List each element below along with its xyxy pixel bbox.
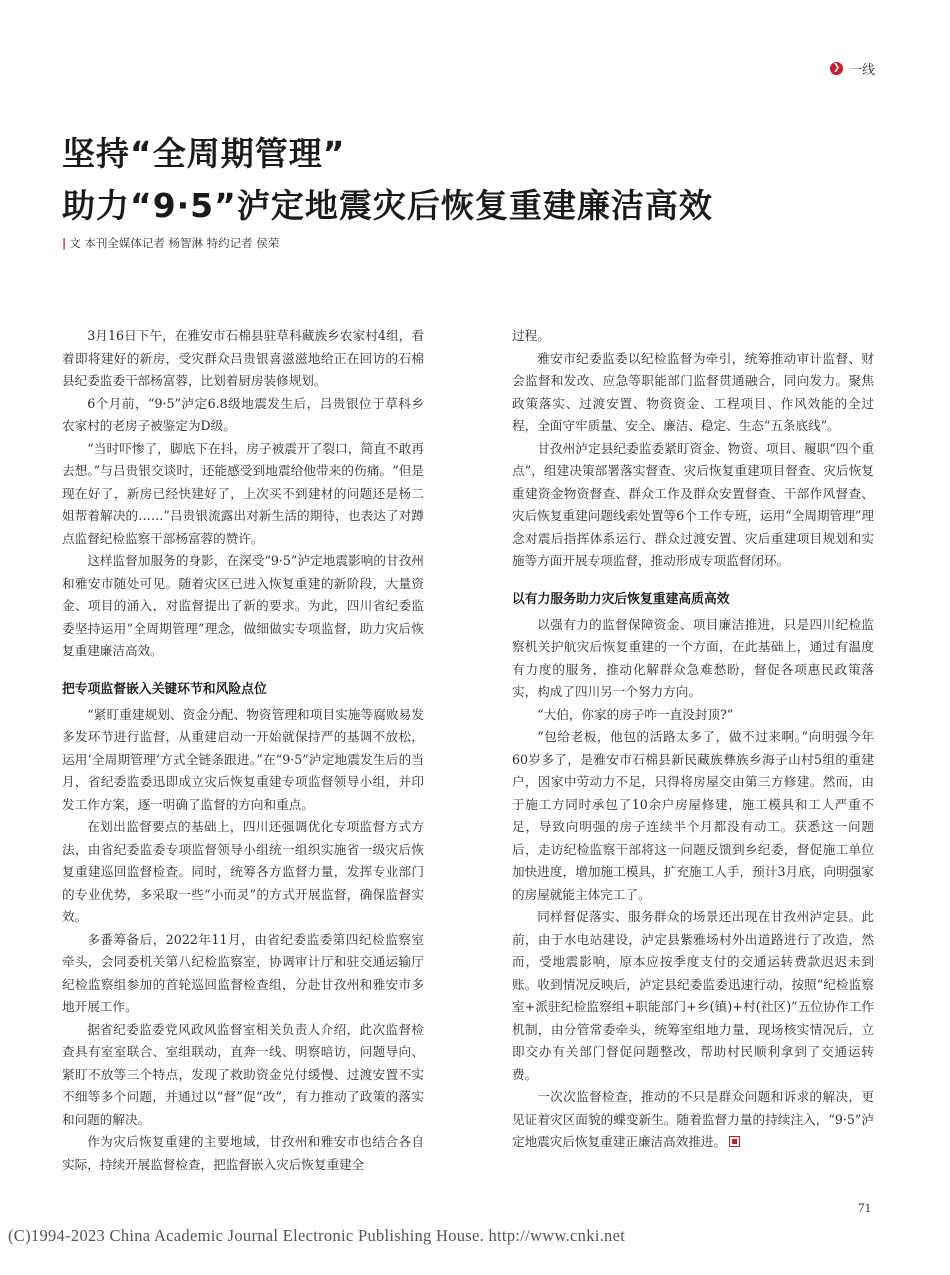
end-mark-icon (729, 1136, 740, 1147)
left-column (62, 325, 424, 1176)
paragraph: 同样督促落实、服务群众的场景还出现在甘孜州泸定县。此前，由于水电站建设，泸定县紫雅场村外出道路进行了改造，然而，受地震影响，原本应按季度支付的交通运转费款迟迟未到账。收到情况反映后，泸定县纪委监委迅速行动，按照“纪检监察室+派驻纪检监察组+职能部门+乡(镇)+村(社区)”五位协作工作机制，由分管常委牵头，统筹室组地力量，现场核实情况后，立即交办有关部门督促问题整改，帮助村民顺利拿到了交通运转费。 (512, 909, 874, 1082)
section-heading: 把专项监督嵌入关键环节和风险点位 (62, 681, 267, 697)
paragraph: “当时吓惨了，脚底下在抖，房子被震开了裂口，简直不敢再去想。”与吕贵银交谈时，还能感受到地震给他带来的伤痛。“但是现在好了，新房已经快建好了，上次买不到建材的问题还是杨二姐帮着解决的……”吕贵银流露出对新生活的期待，也表达了对蹲点监督纪检监察干部杨富蓉的赞许。 (62, 440, 424, 546)
paragraph: 3月16日下午，在雅安市石棉县驻草科藏族乡农家村4组，看着即将建好的新房，受灾群众吕贵银喜滋滋地给正在回访的石棉县纪委监委干部杨富蓉，比划着厨房装修规划。 (62, 328, 424, 388)
chevron-right-icon: ❯ (830, 62, 843, 75)
title-line-1: 坚持“全周期管理” (62, 134, 346, 173)
paragraph: 在划出监督要点的基础上，四川还强调优化专项监督方式方法，由省纪委监委专项监督领导小组统一组织实施省一级灾后恢复重建巡回监督检查。同时，统筹各方监督力量，发挥专业部门的专业优势，多采取一些“小而灵”的方式开展监督，确保监督实效。 (62, 819, 424, 924)
paragraph: 多番筹备后，2022年11月，由省纪委监委第四纪检监察室牵头，会同委机关第八纪检监察室，协调审计厅和驻交通运输厅纪检监察组参加的首轮巡回监督检查组，分赴甘孜州和雅安市多地开展工作。 (62, 931, 424, 1014)
right-column (512, 325, 874, 1154)
paragraph: 这样监督加服务的身影，在深受“9·5”泸定地震影响的甘孜州和雅安市随处可见。随着灾区已进入恢复重建的新阶段，大量资金、项目的涌入，对监督提出了新的要求。为此，四川省纪委监委坚持运用“全周期管理”理念，做细做实专项监督，助力灾后恢复重建廉洁高效。 (62, 553, 424, 658)
paragraph: “大伯，你家的房子咋一直没封顶?” (537, 706, 734, 722)
page-number: 71 (858, 1200, 871, 1215)
paragraph: 作为灾后恢复重建的主要地域，甘孜州和雅安市也结合各自实际，持续开展监督检查，把监督嵌入灾后恢复重建全 (62, 1134, 424, 1172)
paragraph: 据省纪委监委党风政风监督室相关负责人介绍，此次监督检查具有室室联合、室组联动，直奔一线、明察暗访，问题导向、紧盯不放等三个特点，发现了救助资金兑付缓慢、过渡安置不实不细等多个问题，并通过以“督”促“改”，有力推动了政策的落实和问题的解决。 (62, 1021, 424, 1127)
paragraph (512, 1086, 874, 1154)
paragraph: “紧盯重建规划、资金分配、物资管理和项目实施等腐败易发多发环节进行监督，从重建启动一开始就保持严的基调不放松，运用‘全周期管理’方式全链条跟进。”在“9·5”泸定地震发生后的当月，省纪委监委迅即成立灾后恢复重建专项监督领导小组，并印发工作方案，逐一明确了监督的方向和重点。 (62, 706, 424, 812)
paragraph: 甘孜州泸定县纪委监委紧盯资金、物资、项目、履职“四个重点”，组建决策部署落实督查、灾后恢复重建项目督查、灾后恢复重建资金物资督查、群众工作及群众安置督查、干部作风督查、灾后恢复重建问题线索处置等6个工作专班，运用“全周期管理”理念对震后指挥体系运行、群众过渡安置、灾后重建项目规划和实施等方面开展专项监督，推动形成专项监督闭环。 (512, 440, 874, 568)
byline-text: 文 本刊全媒体记者 杨智淋 特约记者 侯荣 (69, 236, 280, 250)
paragraph: 过程。 (512, 328, 550, 343)
article-title (62, 128, 892, 232)
paragraph: “包给老板，他包的活路太多了，做不过来啊。”向明强今年60岁多了，是雅安市石棉县新民藏族彝族乡海子山村5组的重建户，因家中劳动力不足，只得将房屋交由第三方修建。然而，由于施工方同时承包了10余户房屋修建，施工模具和工人严重不足，导致向明强的房子连续半个月都没有动工。获悉这一问题后，走访纪检监察干部将这一问题反馈到乡纪委，督促施工单位加快进度，增加施工模具，扩充施工人手，预计3月底，向明强家的房屋就能主体完工了。 (512, 729, 874, 902)
section-tag (830, 58, 875, 78)
paragraph: 雅安市纪委监委以纪检监督为牵引，统筹推动审计监督、财会监督和发改、应急等职能部门监督贯通融合，同向发力。聚焦政策落实、过渡安置、物资资金、工程项目、作风效能的全过程，全面守牢质量、安全、廉洁、稳定、生态“五条底线”。 (512, 350, 874, 433)
paragraph: 6个月前，“9·5”泸定6.8级地震发生后，吕贵银位于草科乡农家村的老房子被鉴定为D级。 (62, 395, 424, 433)
byline-bar-icon: | (62, 236, 67, 250)
paragraph: 以强有力的监督保障资金、项目廉洁推进，只是四川纪检监察机关护航灾后恢复重建的一个方面，在此基础上，通过有温度有力度的服务，推动化解群众急难愁盼，督促各项惠民政策落实，构成了四川另一个努力方向。 (512, 616, 874, 699)
section-label: 一线 (849, 62, 876, 78)
section-heading: 以有力服务助力灾后恢复重建高质高效 (512, 591, 730, 607)
byline (62, 235, 279, 251)
title-line-2: 助力“9·5”泸定地震灾后恢复重建廉洁高效 (62, 186, 713, 225)
copyright-footer: (C)1994-2023 China Academic Journal Electronic Publishing House. http://www.cnki.net (8, 1226, 626, 1245)
paragraph-text: 一次次监督检查，推动的不只是群众问题和诉求的解决，更见证着灾区面貌的蝶变新生。随着监督力量的持续注入，“9·5”泸定地震灾后恢复重建正廉洁高效推进。 (512, 1089, 874, 1149)
